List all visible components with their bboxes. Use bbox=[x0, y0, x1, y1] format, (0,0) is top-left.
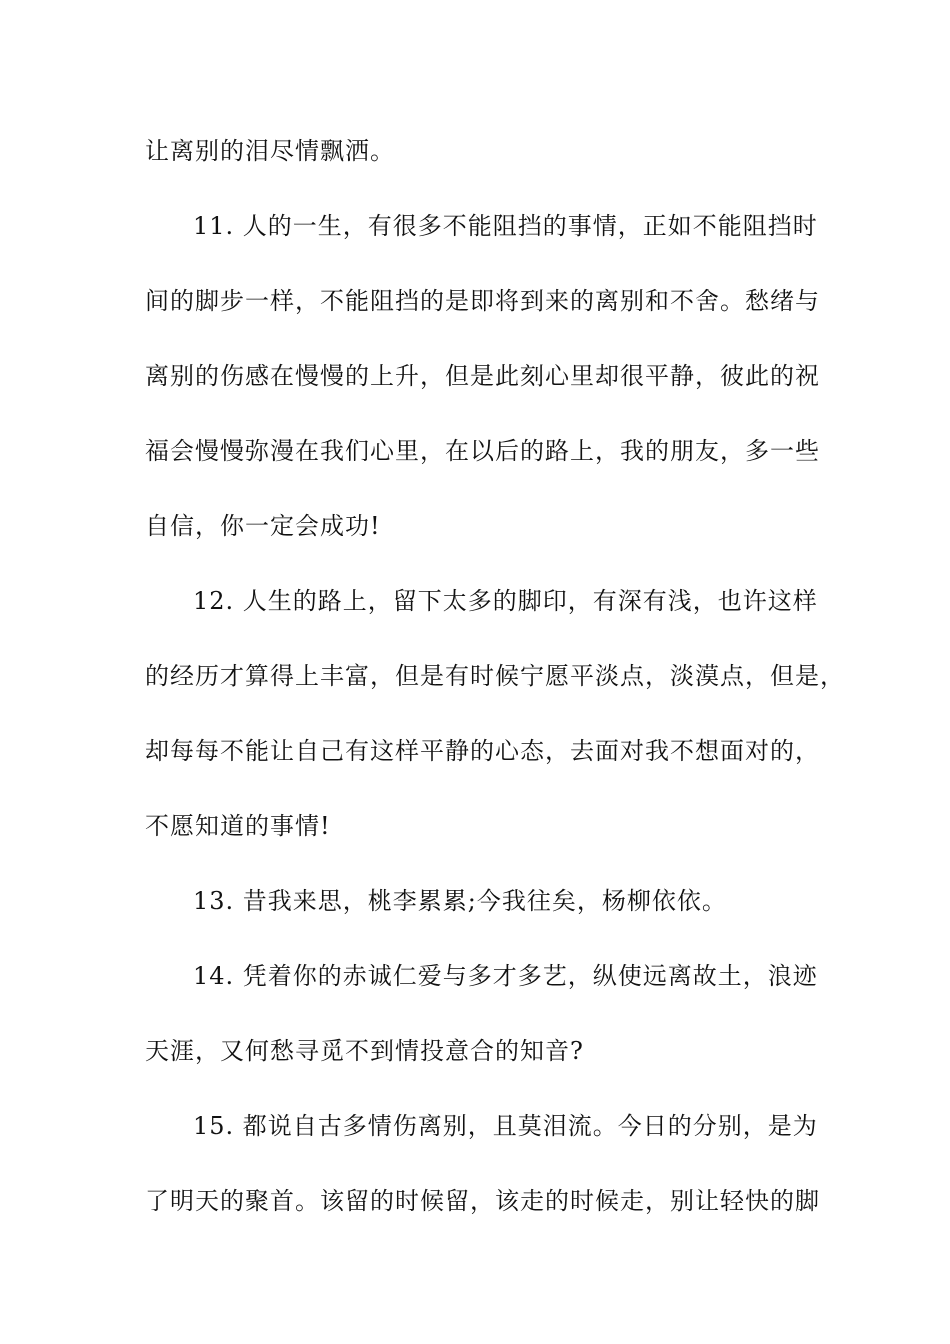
text-line: 自信，你一定会成功! bbox=[145, 512, 381, 540]
text-line: 天涯，又何愁寻觅不到情投意合的知音? bbox=[145, 1037, 584, 1065]
text-line: 离别的伤感在慢慢的上升，但是此刻心里却很平静，彼此的祝 bbox=[145, 362, 820, 390]
text-line: 福会慢慢弥漫在我们心里，在以后的路上，我的朋友，多一些 bbox=[145, 437, 820, 465]
text-line: 间的脚步一样，不能阻挡的是即将到来的离别和不舍。愁绪与 bbox=[145, 287, 820, 315]
paragraph-12-line: 12. 人生的路上，留下太多的脚印，有深有浅，也许这样 bbox=[193, 587, 818, 615]
paragraph-15-line: 15. 都说自古多情伤离别，且莫泪流。今日的分别，是为 bbox=[193, 1112, 818, 1140]
text-line: 了明天的聚首。该留的时候留，该走的时候走，别让轻快的脚 bbox=[145, 1187, 820, 1215]
paragraph-14-line: 14. 凭着你的赤诚仁爱与多才多艺，纵使远离故土，浪迹 bbox=[193, 962, 818, 990]
paragraph-11-line: 11. 人的一生，有很多不能阻挡的事情，正如不能阻挡时 bbox=[193, 212, 818, 240]
text-line: 让离别的泪尽情飘洒。 bbox=[145, 137, 395, 165]
paragraph-13-line: 13. 昔我来思，桃李累累;今我往矣，杨柳依依。 bbox=[193, 887, 727, 915]
text-line: 不愿知道的事情! bbox=[145, 812, 331, 840]
text-line: 却每每不能让自己有这样平静的心态，去面对我不想面对的， bbox=[145, 737, 820, 765]
text-line: 的经历才算得上丰富，但是有时候宁愿平淡点，淡漠点，但是， bbox=[145, 662, 845, 690]
